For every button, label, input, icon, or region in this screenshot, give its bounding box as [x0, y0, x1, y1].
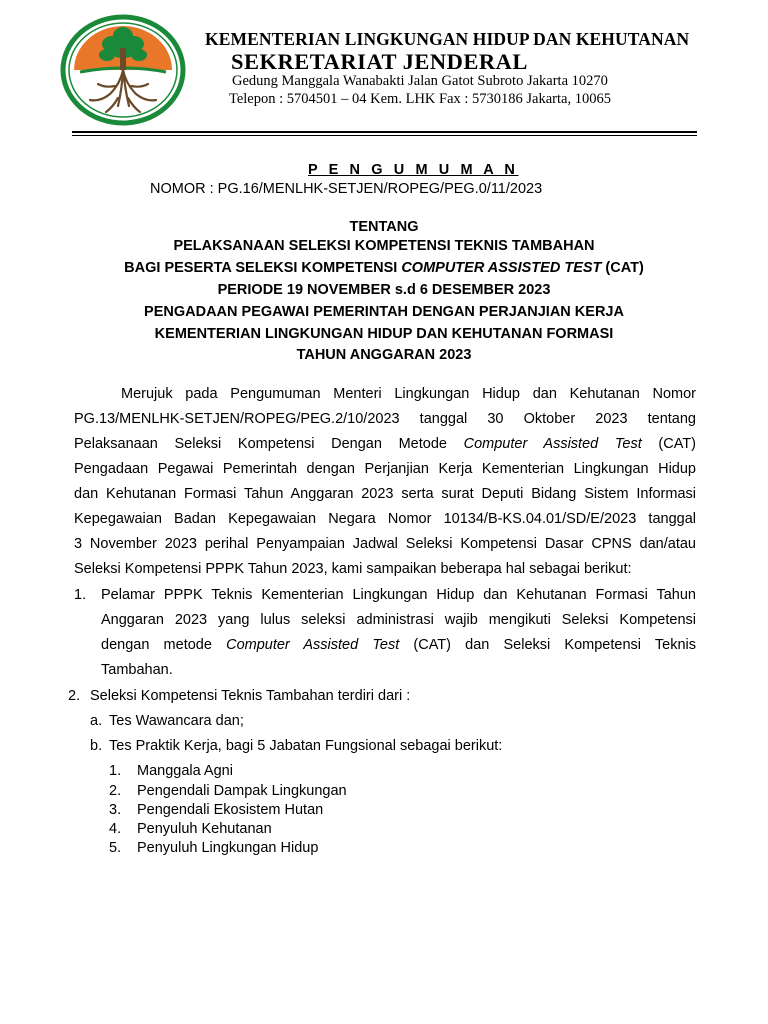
announcement-heading: P E N G U M U M A N: [308, 162, 519, 178]
position-number: 2.: [109, 783, 122, 799]
position-name: Penyuluh Kehutanan: [137, 821, 272, 837]
position-number: 1.: [109, 763, 122, 779]
position-number: 5.: [109, 840, 122, 856]
item-1-line-2: Anggaran 2023 yang lulus seleksi administrasi wajib mengikuti Seleksi Kompetensi: [101, 612, 696, 628]
item-1-line-4: Tambahan.: [101, 662, 173, 678]
subject-line-1: TENTANG: [349, 219, 419, 235]
item-2a-label: a.: [90, 713, 103, 729]
intro-line-2: PG.13/MENLHK-SETJEN/ROPEG/PEG.2/10/2023 tanggal 30 Oktober 2023 tentang: [74, 411, 696, 427]
position-name: Pengendali Dampak Lingkungan: [137, 783, 347, 799]
position-name: Penyuluh Lingkungan Hidup: [137, 840, 319, 856]
subject-line-4: PERIODE 19 NOVEMBER s.d 6 DESEMBER 2023: [217, 282, 551, 298]
subject-line-6: KEMENTERIAN LINGKUNGAN HIDUP DAN KEHUTANAN FORMASI: [154, 326, 614, 342]
letterhead-rule-thick: [72, 131, 697, 133]
item-1-line-1: Pelamar PPPK Teknis Kementerian Lingkungan Hidup dan Kehutanan Formasi Tahun: [101, 587, 696, 603]
intro-line-7: 3 November 2023 perihal Penyampaian Jadwal Seleksi Kompetensi Dasar CPNS dan/atau: [74, 536, 696, 552]
item-1-line-3: dengan metode Computer Assisted Test (CAT) dan Seleksi Kompetensi Teknis: [101, 637, 696, 653]
letterhead-phone: Telepon : 5704501 – 04 Kem. LHK Fax : 5730186 Jakarta, 10065: [229, 91, 611, 107]
item-2-text: Seleksi Kompetensi Teknis Tambahan terdiri dari :: [90, 688, 411, 704]
item-2b-label: b.: [90, 738, 103, 754]
intro-line-1: Merujuk pada Pengumuman Menteri Lingkungan Hidup dan Kehutanan Nomor: [121, 386, 696, 402]
subject-line-7: TAHUN ANGGARAN 2023: [296, 347, 472, 363]
position-name: Pengendali Ekosistem Hutan: [137, 802, 324, 818]
ministry-name: KEMENTERIAN LINGKUNGAN HIDUP DAN KEHUTANAN: [205, 29, 690, 49]
item-2-number: 2.: [68, 688, 81, 704]
intro-line-3: Pelaksanaan Seleksi Kompetensi Dengan Metode Computer Assisted Test (CAT): [74, 436, 696, 452]
letterhead-address: Gedung Manggala Wanabakti Jalan Gatot Subroto Jakarta 10270: [232, 73, 608, 89]
position-name: Manggala Agni: [137, 763, 233, 779]
item-1-number: 1.: [74, 587, 87, 603]
intro-line-5: dan Kehutanan Formasi Tahun Anggaran 2023 serta surat Deputi Bidang Sistem Informasi: [74, 486, 696, 502]
subject-line-5: PENGADAAN PEGAWAI PEMERINTAH DENGAN PERJANJIAN KERJA: [144, 304, 624, 320]
subject-line-2: PELAKSANAAN SELEKSI KOMPETENSI TEKNIS TAMBAHAN: [173, 238, 595, 254]
position-number: 4.: [109, 821, 122, 837]
unit-name: SEKRETARIAT JENDERAL: [231, 49, 528, 74]
position-number: 3.: [109, 802, 122, 818]
announcement-number: NOMOR : PG.16/MENLHK-SETJEN/ROPEG/PEG.0/11/2023: [150, 181, 543, 197]
ministry-logo: [60, 14, 186, 126]
intro-line-4: Pengadaan Pegawai Pemerintah dengan Perjanjian Kerja Kementerian Lingkungan Hidup: [74, 461, 696, 477]
intro-line-6: Kepegawaian Badan Kepegawaian Negara Nomor 10134/B-KS.04.01/SD/E/2023 tanggal: [74, 511, 696, 527]
subject-line-3: BAGI PESERTA SELEKSI KOMPETENSI COMPUTER ASSISTED TEST (CAT): [124, 260, 644, 276]
item-2a-text: Tes Wawancara dan;: [109, 713, 244, 729]
intro-line-8: Seleksi Kompetensi PPPK Tahun 2023, kami sampaikan beberapa hal sebagai berikut:: [74, 561, 632, 577]
item-2b-text: Tes Praktik Kerja, bagi 5 Jabatan Fungsional sebagai berikut:: [109, 738, 503, 754]
letterhead-rule-thin: [72, 135, 697, 136]
